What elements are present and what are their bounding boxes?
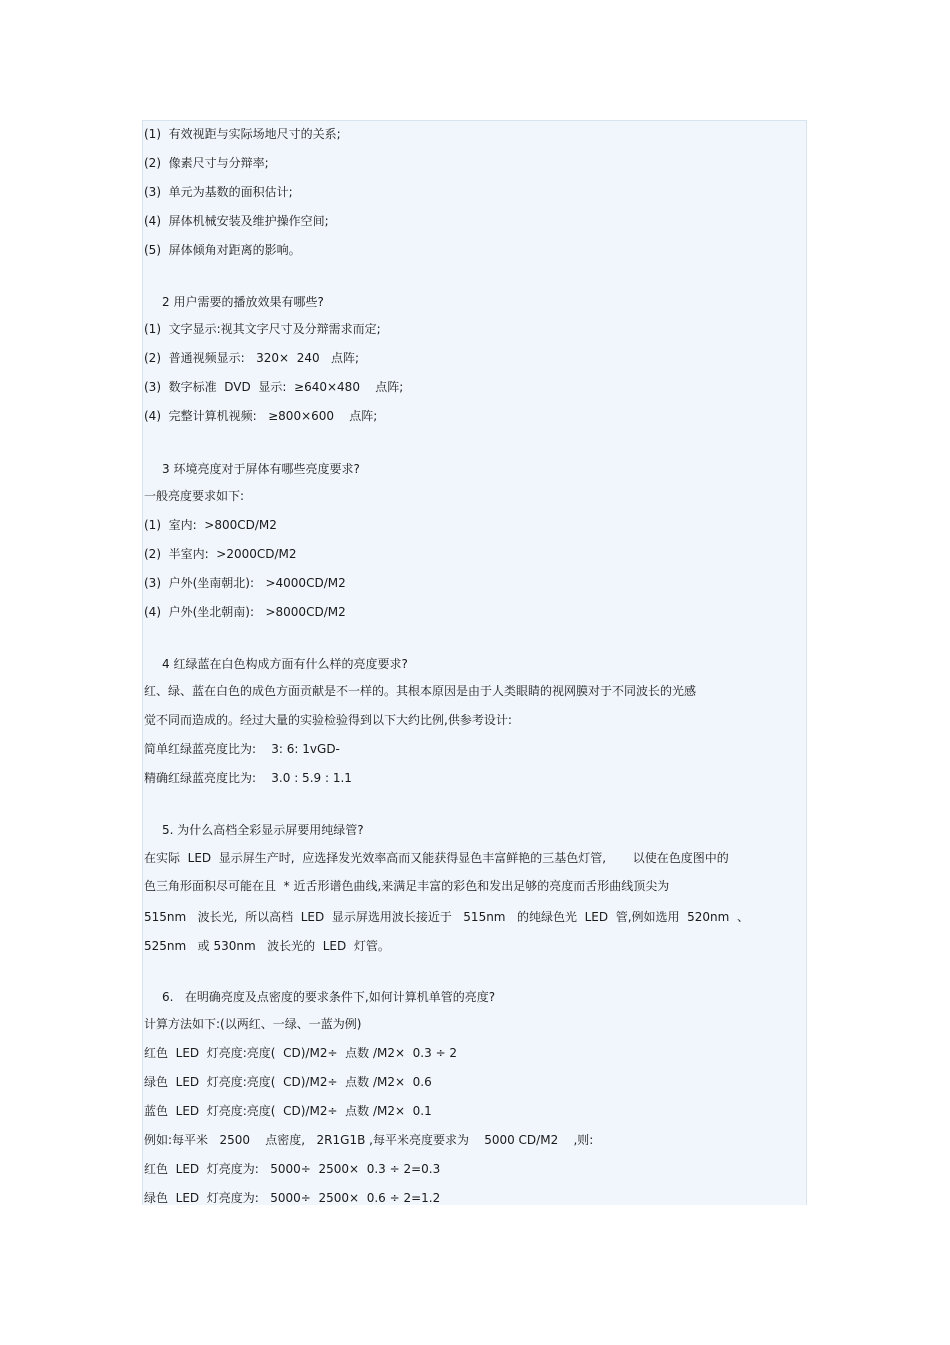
text-line: 计算方法如下:(以两红、一绿、一蓝为例) — [144, 1017, 362, 1031]
text-line: (3) 数字标准 DVD 显示: ≥640×480 点阵; — [144, 380, 404, 394]
text-line: (2) 普通视频显示: 320× 240 点阵; — [144, 351, 360, 365]
section-heading: 6. 在明确亮度及点密度的要求条件下,如何计算机单管的亮度? — [162, 990, 496, 1004]
text-line: 绿色 LED 灯亮度为: 5000÷ 2500× 0.6 ÷ 2=1.2 — [144, 1191, 441, 1205]
section-heading: 5. 为什么高档全彩显示屏要用纯绿管? — [162, 823, 364, 837]
text-line: (4) 户外(坐北朝南): >8000CD/M2 — [144, 605, 346, 619]
text-line: (3) 单元为基数的面积估计; — [144, 185, 293, 199]
section-heading: 2 用户需要的播放效果有哪些? — [162, 295, 324, 309]
text-line: 红、绿、蓝在白色的成色方面贡献是不一样的。其根本原因是由于人类眼睛的视网膜对于不同波长的光感 — [144, 684, 697, 698]
text-line: 蓝色 LED 灯亮度:亮度( CD)/M2÷ 点数 /M2× 0.1 — [144, 1104, 432, 1118]
section-heading: 4 红绿蓝在白色构成方面有什么样的亮度要求? — [162, 657, 408, 671]
text-line: 515nm 波长光, 所以高档 LED 显示屏选用波长接近于 515nm 的纯绿色光 LED 管,例如选用 520nm 、 — [144, 910, 749, 924]
text-line: 色三角形面积尽可能在且 * 近舌形谱色曲线,来满足丰富的彩色和发出足够的亮度而舌形曲线顶尖为 — [144, 879, 670, 893]
text-line: 红色 LED 灯亮度为: 5000÷ 2500× 0.3 ÷ 2=0.3 — [144, 1162, 441, 1176]
text-line: (2) 像素尺寸与分辩率; — [144, 156, 269, 170]
text-line: 精确红绿蓝亮度比为: 3.0 : 5.9 : 1.1 — [144, 771, 352, 785]
text-line: 一般亮度要求如下: — [144, 489, 245, 503]
text-line: (4) 完整计算机视频: ≥800×600 点阵; — [144, 409, 378, 423]
text-line: 例如:每平米 2500 点密度, 2R1G1B ,每平米亮度要求为 5000 CD/M2 ,则: — [144, 1133, 594, 1147]
text-line: 红色 LED 灯亮度:亮度( CD)/M2÷ 点数 /M2× 0.3 ÷ 2 — [144, 1046, 458, 1060]
text-line: (4) 屏体机械安装及维护操作空间; — [144, 214, 329, 228]
text-line: (2) 半室内: >2000CD/M2 — [144, 547, 297, 561]
text-line: 525nm 或 530nm 波长光的 LED 灯管。 — [144, 939, 390, 953]
text-line: 觉不同而造成的。经过大量的实验检验得到以下大约比例,供参考设计: — [144, 713, 512, 727]
text-line: 简单红绿蓝亮度比为: 3: 6: 1vGD- — [144, 742, 340, 756]
section-heading: 3 环境亮度对于屏体有哪些亮度要求? — [162, 462, 360, 476]
text-line: (3) 户外(坐南朝北): >4000CD/M2 — [144, 576, 346, 590]
text-line: (1) 文字显示:视其文字尺寸及分辩需求而定; — [144, 322, 381, 336]
text-line: (5) 屏体倾角对距离的影响。 — [144, 243, 301, 257]
text-line: (1) 有效视距与实际场地尺寸的关系; — [144, 127, 341, 141]
text-line: (1) 室内: >800CD/M2 — [144, 518, 277, 532]
text-line: 绿色 LED 灯亮度:亮度( CD)/M2÷ 点数 /M2× 0.6 — [144, 1075, 432, 1089]
text-line: 在实际 LED 显示屏生产时, 应选择发光效率高而又能获得显色丰富鲜艳的三基色灯管, 以使在色度图中的 — [144, 851, 729, 865]
